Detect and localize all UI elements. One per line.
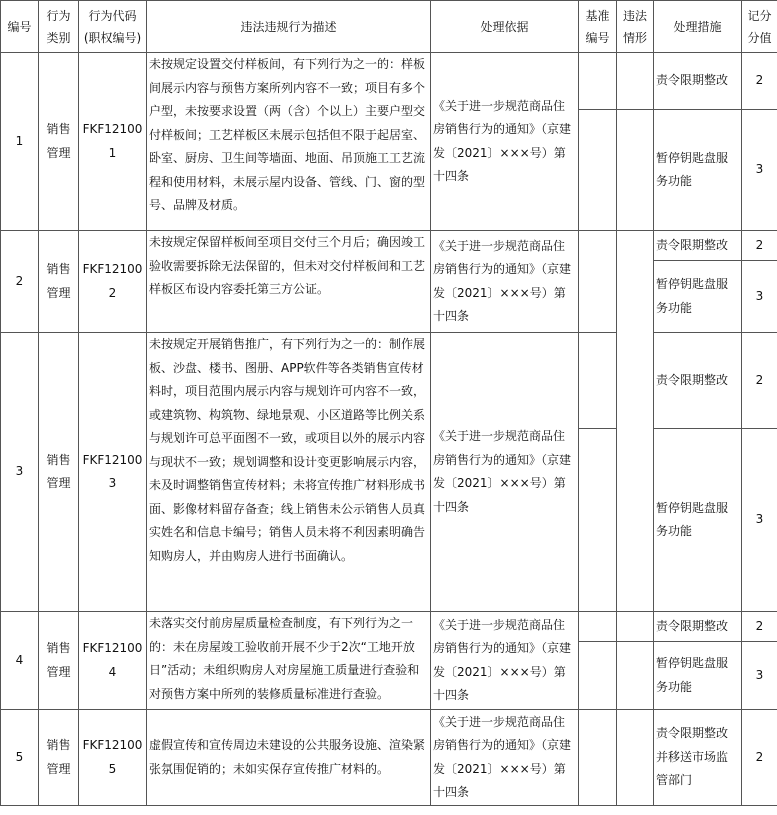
row-description: 虚假宣传和宣传周边未建设的公共服务设施、渲染紧张氛围促销的；未如实保存宣传推广材料的。 xyxy=(147,710,431,806)
row-situation xyxy=(617,53,654,110)
row-description: 未按规定保留样板间至项目交付三个月后；确因竣工验收需要拆除无法保留的，但未对交付样板间和工艺样板区布设内容委托第三方公证。 xyxy=(147,231,431,333)
header-no: 编号 xyxy=(1,1,39,53)
row-points: 2 xyxy=(742,710,777,806)
row-measure: 暂停钥匙盘服务功能 xyxy=(654,110,742,231)
header-code: 行为代码(职权编号) xyxy=(79,1,147,53)
row-no: 2 xyxy=(1,231,39,333)
row-std xyxy=(579,333,617,429)
row-basis: 《关于进一步规范商品住房销售行为的通知》（京建发〔2021〕×××号）第十四条 xyxy=(431,612,579,710)
row-no: 4 xyxy=(1,612,39,710)
row-code: FKF121005 xyxy=(79,710,147,806)
table-row xyxy=(1,710,777,806)
header-row xyxy=(1,1,777,53)
row-points: 3 xyxy=(742,110,777,231)
row-category: 销售管理 xyxy=(39,612,79,710)
row-measure: 责令限期整改 xyxy=(654,53,742,110)
row-points: 2 xyxy=(742,53,777,110)
row-measure: 暂停钥匙盘服务功能 xyxy=(654,429,742,612)
row-no: 3 xyxy=(1,333,39,612)
row-points: 2 xyxy=(742,333,777,429)
row-std xyxy=(579,53,617,110)
row-measure: 责令限期整改并移送市场监管部门 xyxy=(654,710,742,806)
row-points: 2 xyxy=(742,231,777,261)
table-row xyxy=(1,333,777,429)
row-points: 2 xyxy=(742,612,777,642)
row-no: 1 xyxy=(1,53,39,231)
header-basis: 处理依据 xyxy=(431,1,579,53)
row-measure: 暂停钥匙盘服务功能 xyxy=(654,642,742,710)
row-code: FKF121004 xyxy=(79,612,147,710)
row-measure: 责令限期整改 xyxy=(654,231,742,261)
row-situation xyxy=(617,231,654,612)
header-measures: 处理措施 xyxy=(654,1,742,53)
row-code: FKF121002 xyxy=(79,231,147,333)
row-no: 5 xyxy=(1,710,39,806)
header-points: 记分分值 xyxy=(742,1,777,53)
row-measure: 责令限期整改 xyxy=(654,612,742,642)
row-description: 未按规定开展销售推广，有下列行为之一的：制作展板、沙盘、楼书、图册、APP软件等各类销售宣传材料时，项目范围内展示内容与规划许可内容不一致，或建筑物、构筑物、绿地景观、小区道路等比例关系与规划许可总平面图不一致，或项目以外的展示内容与现状不一致；规划调整和设计变更影响展示内容，未及时调整销售宣传材料；未将宣传推广材料形成书面、影像材料留存备查；线上销售未公示销售人员真实姓名和信息卡编号；销售人员未将不利因素明确告知购房人，并由购房人进行书面确认。 xyxy=(147,333,431,612)
row-category: 销售管理 xyxy=(39,53,79,231)
row-std xyxy=(579,110,617,231)
row-situation xyxy=(617,710,654,806)
row-std xyxy=(579,231,617,333)
header-category: 行为类别 xyxy=(39,1,79,53)
row-measure: 责令限期整改 xyxy=(654,333,742,429)
table-row xyxy=(1,231,777,261)
row-category: 销售管理 xyxy=(39,333,79,612)
row-category: 销售管理 xyxy=(39,710,79,806)
row-basis: 《关于进一步规范商品住房销售行为的通知》（京建发〔2021〕×××号）第十四条 xyxy=(431,710,579,806)
table-row xyxy=(1,612,777,642)
row-situation xyxy=(617,110,654,231)
row-std xyxy=(579,710,617,806)
row-basis: 《关于进一步规范商品住房销售行为的通知》（京建发〔2021〕×××号）第十四条 xyxy=(431,231,579,333)
row-std xyxy=(579,642,617,710)
row-measure: 暂停钥匙盘服务功能 xyxy=(654,261,742,333)
row-std xyxy=(579,612,617,642)
header-situation: 违法情形 xyxy=(617,1,654,53)
row-points: 3 xyxy=(742,429,777,612)
header-description: 违法违规行为描述 xyxy=(147,1,431,53)
table-row xyxy=(1,53,777,110)
row-description: 未按规定设置交付样板间，有下列行为之一的：样板间展示内容与预售方案所列内容不一致；项目有多个户型，未按要求设置（两（含）个以上）主要户型交付样板间；工艺样板区未展示包括但不限于起居室、卧室、厨房、卫生间等墙面、地面、吊顶施工工艺流程和使用材料，未展示屋内设备、管线、门、窗的型号、品牌及材质。 xyxy=(147,53,431,231)
header-std: 基准编号 xyxy=(579,1,617,53)
row-points: 3 xyxy=(742,642,777,710)
row-std xyxy=(579,429,617,612)
row-basis: 《关于进一步规范商品住房销售行为的通知》（京建发〔2021〕×××号）第十四条 xyxy=(431,53,579,231)
row-code: FKF121001 xyxy=(79,53,147,231)
row-situation xyxy=(617,612,654,642)
row-description: 未落实交付前房屋质量检查制度，有下列行为之一的：未在房屋竣工验收前开展不少于2次“工地开放日”活动；未组织购房人对房屋施工质量进行查验和对预售方案中所列的装修质量标准进行查验。 xyxy=(147,612,431,710)
row-points: 3 xyxy=(742,261,777,333)
row-code: FKF121003 xyxy=(79,333,147,612)
row-situation xyxy=(617,642,654,710)
row-category: 销售管理 xyxy=(39,231,79,333)
row-basis: 《关于进一步规范商品住房销售行为的通知》（京建发〔2021〕×××号）第十四条 xyxy=(431,333,579,612)
